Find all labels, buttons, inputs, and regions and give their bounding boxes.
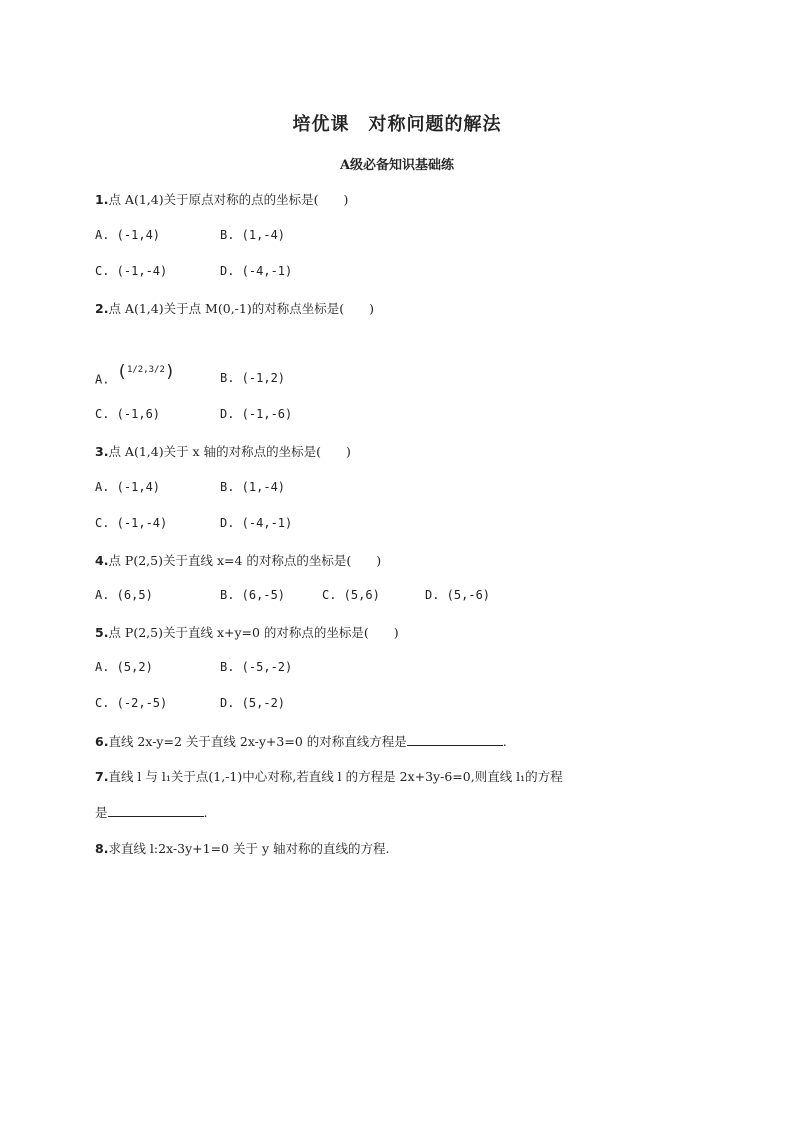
option-d: D. (-4,-1)	[220, 516, 293, 530]
question-text: 直线 2x-y=2 关于直线 2x-y+3=0 的对称直线方程是	[108, 734, 407, 749]
question-number: 2.	[95, 301, 109, 316]
question-text: 点 P(2,5)关于直线 x+y=0 的对称点的坐标是( )	[108, 625, 399, 640]
question-number: 1.	[95, 192, 109, 207]
question-6	[95, 732, 507, 750]
answer-blank[interactable]	[407, 733, 503, 746]
question-number: 4.	[95, 553, 109, 568]
fraction-close-paren: )	[164, 362, 176, 382]
option-a: A. (-1,4)	[95, 228, 161, 242]
question-end: .	[203, 805, 208, 820]
option-d: D. (-4,-1)	[220, 264, 293, 278]
question-text: 点 A(1,4)关于 x 轴的对称点的坐标是( )	[108, 444, 351, 459]
fraction-one-half: 1/2	[126, 364, 144, 375]
question-text: 点 A(1,4)关于原点对称的点的坐标是( )	[108, 192, 349, 207]
question-text-continued: 是	[95, 805, 108, 820]
question-text: 直线 l 与 l₁关于点(1,-1)中心对称,若直线 l 的方程是 2x+3y-6=0,则直线 l₁的方程	[108, 769, 563, 784]
question-8	[95, 839, 389, 857]
option-c: C. (-2,-5)	[95, 696, 168, 710]
fraction-separator: ,	[143, 364, 149, 375]
question-7	[95, 767, 563, 785]
question-number: 7.	[95, 769, 109, 784]
question-text: 点 P(2,5)关于直线 x=4 的对称点的坐标是( )	[108, 553, 382, 568]
option-a: A. (5,2)	[95, 660, 153, 674]
question-number: 3.	[95, 444, 109, 459]
option-d: D. (-1,-6)	[220, 407, 293, 421]
option-b: B. (1,-4)	[220, 228, 286, 242]
option-c: C. (-1,-4)	[95, 264, 168, 278]
answer-blank[interactable]	[108, 804, 204, 817]
question-text: 求直线 l:2x-3y+1=0 关于 y 轴对称的直线的方程.	[108, 841, 390, 856]
option-a: A. (-1,4)	[95, 480, 161, 494]
page-title: 培优课 对称问题的解法	[292, 114, 502, 135]
option-a-label: A.	[95, 372, 110, 387]
question-5	[95, 623, 399, 641]
option-a	[95, 362, 176, 390]
option-b: B. (6,-5)	[220, 588, 286, 602]
fraction-open-paren: (	[116, 362, 127, 382]
option-d: D. (5,-6)	[425, 588, 491, 602]
question-1	[95, 190, 348, 208]
question-3	[95, 442, 351, 460]
option-b: B. (-1,2)	[220, 371, 286, 385]
question-number: 6.	[95, 734, 109, 749]
option-d: D. (5,-2)	[220, 696, 286, 710]
question-text: 点 A(1,4)关于点 M(0,-1)的对称点坐标是( )	[108, 301, 374, 316]
section-subtitle: A级必备知识基础练	[339, 158, 455, 173]
question-number: 8.	[95, 841, 109, 856]
fraction-three-halves: 3/2	[148, 364, 165, 375]
question-4	[95, 551, 381, 569]
option-a: A. (6,5)	[95, 588, 153, 602]
option-c: C. (-1,-4)	[95, 516, 168, 530]
option-c: C. (5,6)	[322, 588, 380, 602]
question-number: 5.	[95, 625, 109, 640]
option-b: B. (1,-4)	[220, 480, 286, 494]
question-7-continued	[95, 803, 208, 821]
option-b: B. (-5,-2)	[220, 660, 293, 674]
option-c: C. (-1,6)	[95, 407, 161, 421]
question-2	[95, 299, 374, 317]
question-end: .	[502, 734, 507, 749]
